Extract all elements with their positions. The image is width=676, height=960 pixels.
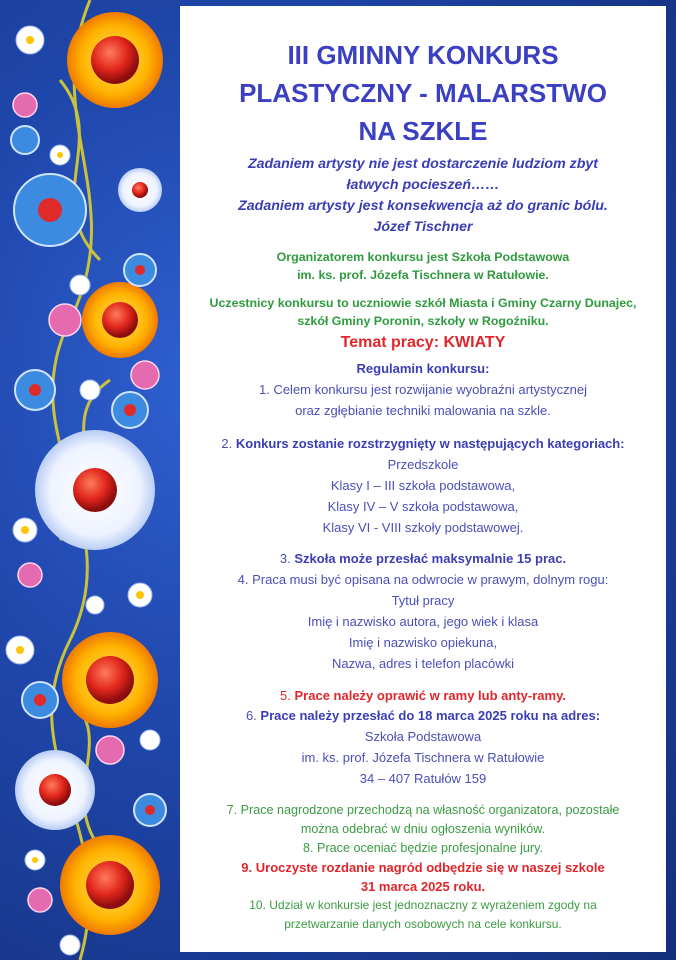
organizer-line-2: im. ks. prof. Józefa Tischnera w Ratułowie. [297, 268, 549, 282]
rule-2-number: 2. [221, 436, 233, 451]
rule-5 [190, 686, 656, 705]
participants-line-2: szkół Gminy Poronin, szkoły w Rogoźniku. [297, 314, 549, 328]
rule-4-line-1: 4. Praca musi być opisana na odwrocie w prawym, dolnym rogu: [237, 572, 609, 587]
category-item: Klasy IV – V szkoła podstawowa, [327, 499, 519, 514]
label-item: Tytuł pracy [391, 593, 455, 608]
category-item: Klasy I – III szkoła podstawowa, [330, 478, 516, 493]
theme-heading: Temat pracy: KWIATY [340, 334, 506, 351]
rule-3-text: Szkoła może przesłać maksymalnie 15 prac. [294, 551, 567, 566]
address-line: Szkoła Podstawowa [364, 729, 482, 744]
rule-5-number: 5. [280, 688, 291, 703]
title-line-1: III GMINNY KONKURS [287, 40, 559, 70]
address-line: 34 – 407 Ratułów 159 [359, 771, 487, 786]
quote-line-1: Zadaniem artysty nie jest dostarczenie ludziom zbyt [247, 156, 599, 172]
rule-6-text: Prace należy przesłać do 18 marca 2025 roku na adres: [260, 708, 601, 723]
rule-8: 8. Prace oceniać będzie profesjonalne jury. [303, 841, 543, 855]
rule-2-heading [190, 433, 656, 454]
quote-line-3: Zadaniem artysty jest konsekwencja aż do granic bólu. [238, 198, 608, 214]
quote-block [190, 154, 656, 238]
title-line-2: PLASTYCZNY - MALARSTWO [239, 78, 607, 108]
folk-flower-ornament-icon [0, 0, 180, 960]
rule-7-line-1: 7. Prace nagrodzone przechodzą na własność organizatora, pozostałe [226, 803, 620, 817]
rule-6 [190, 705, 656, 726]
address-line: im. ks. prof. Józefa Tischnera w Ratułowie [301, 750, 545, 765]
category-item: Klasy VI - VIII szkoły podstawowej. [322, 520, 524, 535]
rule-1-line-1: 1. Celem konkursu jest rozwijanie wyobraźni artystycznej [258, 382, 587, 397]
rule-10-line-2: przetwarzanie danych osobowych na cele konkursu. [284, 917, 562, 931]
organizer-line-1: Organizatorem konkursu jest Szkoła Podstawowa [276, 250, 570, 264]
title-line-3: NA SZKLE [358, 116, 488, 146]
rule-2-text: Konkurs zostanie rozstrzygnięty w następujących kategoriach: [235, 436, 625, 451]
rule-7-line-2: można odebrać w dniu ogłoszenia wyników. [300, 822, 546, 836]
quote-author: Józef Tischner [373, 219, 473, 235]
rule-3-number: 3. [279, 551, 291, 566]
rule-6-number: 6. [245, 708, 257, 723]
rules-heading: Regulamin konkursu: [356, 361, 490, 376]
label-item: Nazwa, adres i telefon placówki [331, 656, 515, 671]
announcement-panel [180, 6, 666, 952]
rule-3 [190, 548, 656, 569]
participants-line-1: Uczestnicy konkursu to uczniowie szkół Miasta i Gminy Czarny Dunajec, [209, 296, 637, 310]
rule-9-line-2: 31 marca 2025 roku. [360, 879, 486, 894]
category-item: Przedszkole [387, 457, 459, 472]
label-item: Imię i nazwisko autora, jego wiek i klasa [307, 614, 539, 629]
rule-5-text: Prace należy oprawić w ramy lub anty-ramy. [294, 688, 566, 703]
label-item: Imię i nazwisko opiekuna, [348, 635, 498, 650]
rule-9-line-1: 9. Uroczyste rozdanie nagród odbędzie się w naszej szkole [241, 860, 605, 875]
poster-title [190, 36, 656, 150]
rule-1-line-2: oraz zgłębianie techniki malowania na szkle. [295, 403, 551, 418]
rule-10-line-1: 10. Udział w konkursie jest jednoznaczny z wyrażeniem zgody na [249, 898, 597, 912]
quote-line-2: łatwych pocieszeń…… [346, 177, 500, 193]
